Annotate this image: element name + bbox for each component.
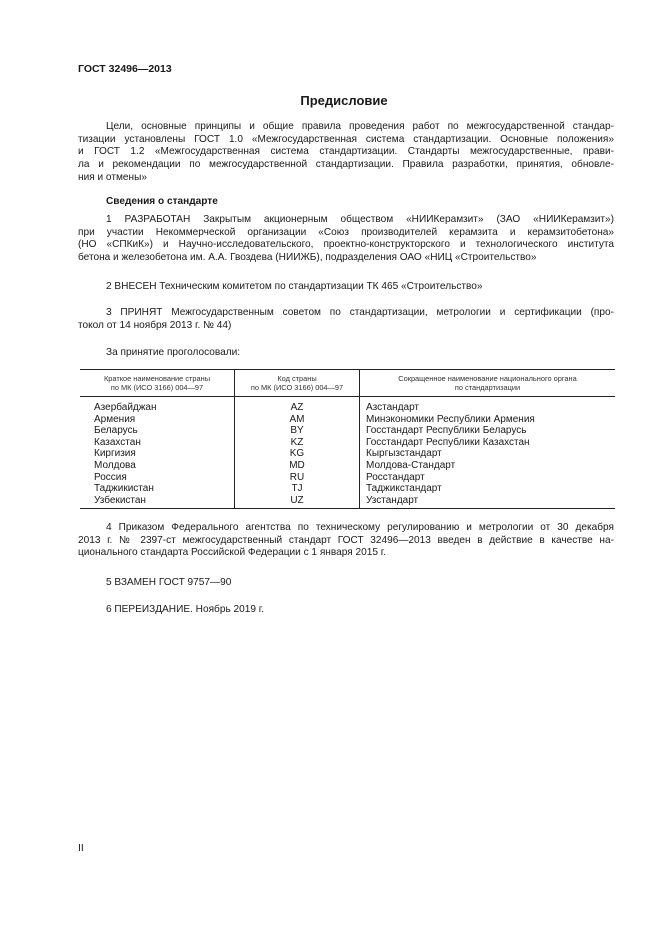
country-cell: Молдова <box>94 459 136 471</box>
country-cell: Россия <box>94 471 127 483</box>
text-line: ла и рекомендации по межгосударственной стандартизации. Правила разработки, принятия, обновле- <box>78 159 614 171</box>
body-cell: Госстандарт Республики Казахстан <box>360 437 616 449</box>
text-line: токол от 14 ноября 2013 г. № 44) <box>78 319 232 331</box>
code-cell: KZ <box>235 437 360 449</box>
column-header-body: Сокращенное наименование национального органа по стандартизации <box>360 370 616 397</box>
code-cell: UZ <box>235 495 360 509</box>
page-title: Предисловие <box>300 93 388 108</box>
text-line: 2013 г. № 2397-ст межгосударственный стандарт ГОСТ 32496—2013 введен в действие в качестве на- <box>78 534 614 546</box>
column-header-code: Код страны по МК (ИСО 3166) 004—97 <box>235 370 360 397</box>
item-6-paragraph: 6 ПЕРЕИЗДАНИЕ. Ноябрь 2019 г. <box>106 604 265 615</box>
country-cell: Казахстан <box>94 436 141 448</box>
page-number: II <box>78 842 84 854</box>
countries-table <box>80 369 615 509</box>
text-line: тизации установлены ГОСТ 1.0 «Межгосударственная система стандартизации. Основные положения» <box>78 133 614 145</box>
country-cell: Азербайджан <box>94 402 157 413</box>
code-cell: TJ <box>235 483 360 495</box>
table-header-row <box>80 370 615 397</box>
body-cell: Узстандарт <box>360 495 616 509</box>
body-cell: Азстандарт <box>360 397 616 414</box>
table-row <box>80 460 615 472</box>
code-cell: MD <box>235 460 360 472</box>
body-cell: Таджикстандарт <box>360 483 616 495</box>
section-subheading: Сведения о стандарте <box>106 196 218 207</box>
body-cell: Госстандарт Республики Беларусь <box>360 425 616 437</box>
text-line: при участии Некоммерческой организации «Союз производителей керамзита и керамзитобетона» <box>78 226 614 238</box>
voted-label: За принятие проголосовали: <box>106 347 241 358</box>
table-row <box>80 414 615 426</box>
code-cell: AZ <box>235 397 360 414</box>
item-4-paragraph <box>78 522 614 560</box>
table-row <box>80 397 615 414</box>
column-header-country: Краткое наименование страны по МК (ИСО 3166) 004—97 <box>80 370 235 397</box>
country-cell: Беларусь <box>94 425 138 437</box>
table-row <box>80 483 615 495</box>
country-cell: Киргизия <box>94 448 136 460</box>
text-line: бетона и железобетона им. А.А. Гвоздева (НИИЖБ), подразделения ОАО «НИЦ «Строительство» <box>78 252 537 264</box>
item-5-paragraph: 5 ВЗАМЕН ГОСТ 9757—90 <box>106 577 232 588</box>
table-row <box>80 425 615 437</box>
code-cell: RU <box>235 472 360 484</box>
item-3-paragraph <box>78 307 614 332</box>
country-cell: Армения <box>94 413 136 425</box>
table-row <box>80 495 615 509</box>
text-line: 3 ПРИНЯТ Межгосударственным советом по стандартизации, метрологии и сертификации (про- <box>106 307 614 318</box>
text-line: ционального стандарта Российской Федерации с 1 января 2015 г. <box>78 547 387 559</box>
table-row <box>80 472 615 484</box>
table-row <box>80 448 615 460</box>
country-cell: Узбекистан <box>80 495 235 509</box>
text-line: и ГОСТ 1.2 «Межгосударственная система стандартизации. Стандарты межгосударственные, прави- <box>78 146 614 158</box>
body-cell: Кыргызстандарт <box>360 448 616 460</box>
body-cell: Росстандарт <box>360 472 616 484</box>
code-cell: BY <box>235 425 360 437</box>
text-line: 4 Приказом Федерального агентства по техническому регулированию и метрологии от 30 декабря <box>106 522 614 533</box>
text-line: 1 РАЗРАБОТАН Закрытым акционерным обществом «НИИКерамзит» (ЗАО «НИИКерамзит») <box>106 214 614 225</box>
text-line: Цели, основные принципы и общие правила проведения работ по межгосударственной стандар- <box>106 121 614 132</box>
body-cell: Молдова-Стандарт <box>360 460 616 472</box>
code-cell: AM <box>235 414 360 426</box>
table-row <box>80 437 615 449</box>
text-line: ния и отмены» <box>78 171 147 183</box>
body-cell: Минэкономики Республики Армения <box>360 414 616 426</box>
intro-paragraph <box>78 121 614 185</box>
code-cell: KG <box>235 448 360 460</box>
country-cell: Таджикистан <box>94 483 154 495</box>
item-1-paragraph <box>78 214 614 265</box>
item-2-paragraph: 2 ВНЕСЕН Техническим комитетом по стандартизации ТК 465 «Строительство» <box>106 281 483 292</box>
document-header-id: ГОСТ 32496—2013 <box>78 63 172 75</box>
text-line: (НО «СПКиК») и Научно-исследовательского, проектно-конструкторского и технологического института <box>78 239 614 251</box>
